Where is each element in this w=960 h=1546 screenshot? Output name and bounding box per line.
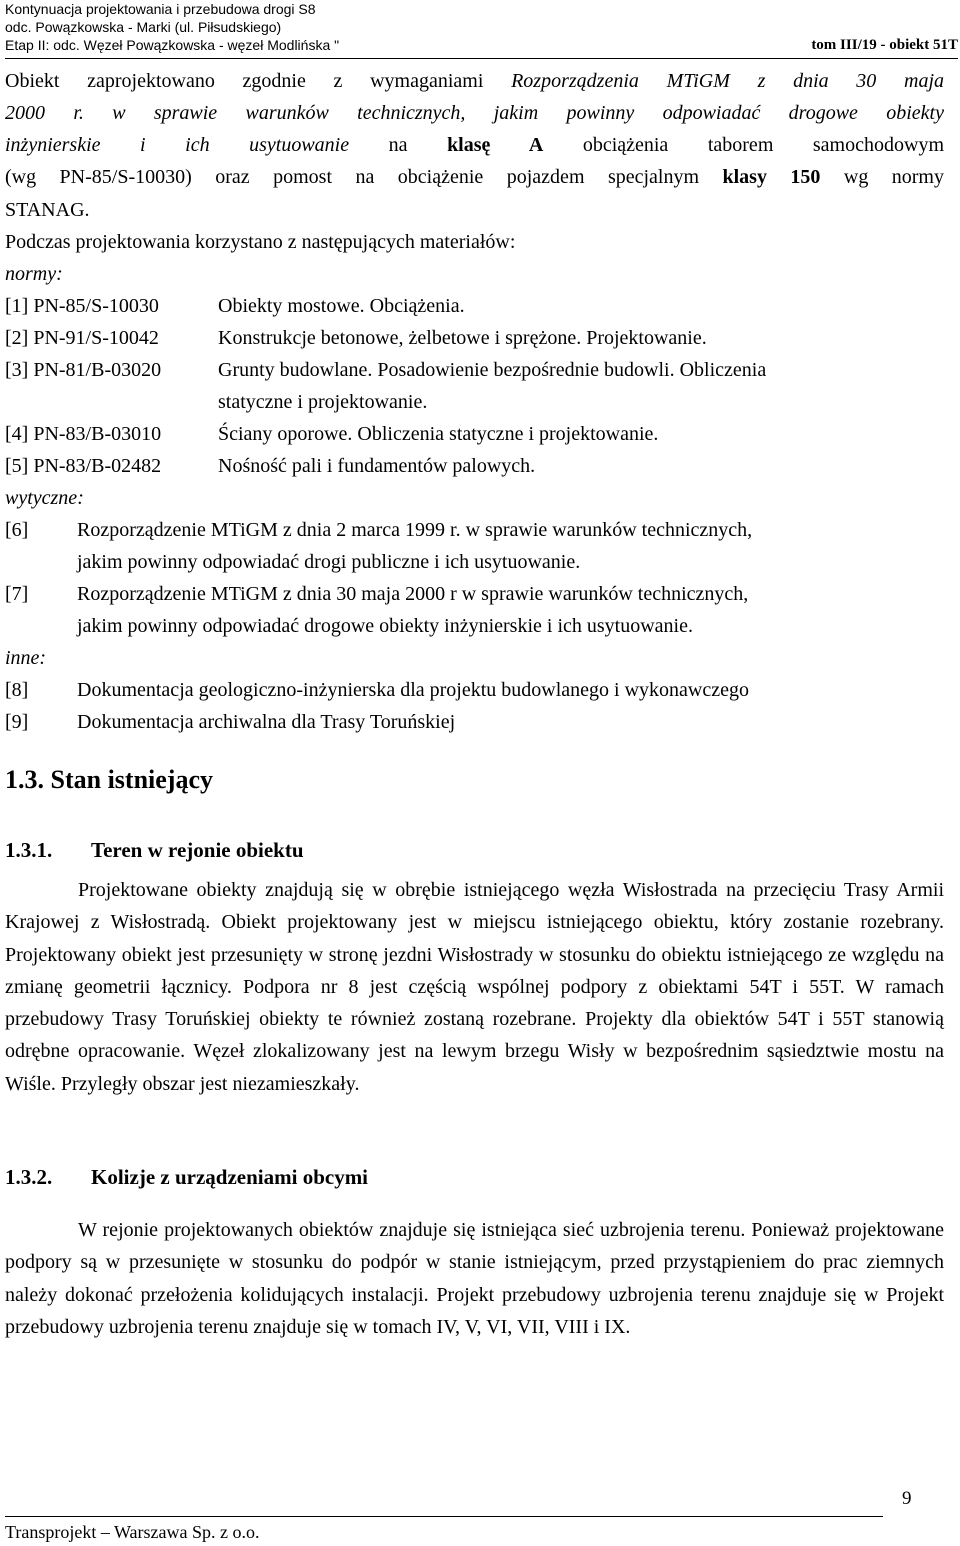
- intro-text: Obiekt zaprojektowano zgodnie z wymaganiami: [5, 70, 512, 92]
- section-number: 1.3.2.: [5, 1165, 53, 1189]
- header-line-3: Etap II: odc. Węzeł Powązkowska - węzeł Modlińska ": [5, 37, 340, 53]
- footer-company: Transprojekt – Warszawa Sp. z o.o.: [5, 1522, 260, 1542]
- norm-title: Obiekty mostowe. Obciążenia.: [218, 295, 465, 317]
- materials-intro: Podczas projektowania korzystano z następujących materiałów:: [5, 231, 516, 253]
- intro-class-150: klasy 150: [722, 166, 821, 188]
- guidelines-label: wytyczne:: [5, 487, 84, 509]
- other-title: Dokumentacja geologiczno-inżynierska dla projektu budowlanego i wykonawczego: [77, 679, 750, 701]
- norm-number: [1] PN-85/S-10030: [5, 295, 159, 317]
- header-volume: tom III/19 - obiekt 51T: [811, 37, 958, 53]
- other-number: [8]: [5, 679, 29, 701]
- section-1-3-2-body: W rejonie projektowanych obiektów znajduje się istniejąca sieć uzbrojenia terenu. Ponieważ projektowane podpory są w przesunięte w stosunku do podpór w stanie istniejącym, przed przystąpieniem do prac ziemnych należy dokonać przełożenia kolidujących instalacji. Projekt przebudowy uzbrojenia terenu znajduje się w Projekt przebudowy uzbrojenia terenu znajduje się w tomach IV, V, VI, VII, VIII i IX.: [5, 1219, 944, 1338]
- guideline-number: [6]: [5, 519, 29, 541]
- intro-line-3: [5, 131, 944, 159]
- intro-text: wg normy: [820, 166, 944, 188]
- guideline-title: jakim powinny odpowiadać drogowe obiekty inżynierskie i ich usytuowanie.: [77, 615, 693, 637]
- guideline-title: jakim powinny odpowiadać drogi publiczne i ich usytuowanie.: [77, 551, 581, 573]
- intro-regulation-end: inżynierskie i ich usytuowanie: [5, 134, 350, 156]
- section-title: Teren w rejonie obiektu: [91, 838, 304, 862]
- norm-title: Nośność pali i fundamentów palowych.: [218, 455, 536, 477]
- intro-line-5: STANAG.: [5, 199, 90, 221]
- section-title: Kolizje z urządzeniami obcymi: [91, 1165, 369, 1189]
- intro-line-1: [5, 67, 944, 95]
- norm-title: Grunty budowlane. Posadowienie bezpośrednie budowli. Obliczenia: [218, 359, 767, 381]
- norm-number: [2] PN-91/S-10042: [5, 327, 159, 349]
- other-label: inne:: [5, 647, 47, 669]
- norm-number: [3] PN-81/B-03020: [5, 359, 162, 381]
- guideline-title: Rozporządzenie MTiGM z dnia 2 marca 1999 r. w sprawie warunków technicznych,: [77, 519, 753, 541]
- footer-divider: [5, 1516, 883, 1517]
- section-title: Stan istniejący: [50, 765, 213, 794]
- section-number: 1.3.1.: [5, 838, 53, 862]
- intro-regulation: Rozporządzenia MTiGM z dnia 30 maja: [511, 70, 944, 92]
- guideline-number: [7]: [5, 583, 29, 605]
- guideline-title: Rozporządzenie MTiGM z dnia 30 maja 2000 r w sprawie warunków technicznych,: [77, 583, 749, 605]
- norm-title: statyczne i projektowanie.: [218, 391, 428, 413]
- other-title: Dokumentacja archiwalna dla Trasy Toruńskiej: [77, 711, 456, 733]
- intro-text: obciążenia taborem samochodowym: [543, 134, 944, 156]
- other-number: [9]: [5, 711, 29, 733]
- norm-number: [4] PN-83/B-03010: [5, 423, 162, 445]
- header-project-info: [5, 0, 339, 54]
- intro-line-2: 2000 r. w sprawie warunków technicznych, jakim powinny odpowiadać drogowe obiekty: [5, 102, 944, 124]
- header-divider: [5, 58, 958, 59]
- header-line-2: odc. Powązkowska - Marki (ul. Piłsudskiego): [5, 19, 282, 35]
- norm-number: [5] PN-83/B-02482: [5, 455, 162, 477]
- section-number: 1.3.: [5, 765, 44, 794]
- norm-title: Ściany oporowe. Obliczenia statyczne i projektowanie.: [218, 423, 659, 445]
- intro-text: na: [349, 134, 448, 156]
- intro-text: (wg PN-85/S-10030) oraz pomost na obciążenie pojazdem specjalnym: [5, 166, 723, 188]
- section-1-3-1-body: Projektowane obiekty znajdują się w obrębie istniejącego węzła Wisłostrada na przecięciu Trasy Armii Krajowej z Wisłostradą. Obiekt projektowany jest w miejscu istniejącego obiektu, który zostanie rozebrany. Projektowany obiekt jest przesunięty w stronę jezdni Wisłostrady w stosunku do obiektu istniejącego ze względu na zmianę geometrii łącznicy. Podpora nr 8 jest częścią wspólnej podpory z obiektami 54T i 55T. W ramach przebudowy Trasy Toruńskiej obiekty te również zostaną rozebrane. Projekty dla obiektów 54T i 55T stanowią odrębne opracowanie. Węzeł zlokalizowany jest na lewym brzegu Wisły w bezpośrednim sąsiedztwie mostu na Wiśle. Przyległy obszar jest niezamieszkały.: [5, 879, 944, 1095]
- header-line-1: Kontynuacja projektowania i przebudowa drogi S8: [5, 1, 316, 17]
- intro-class-a: klasę A: [447, 134, 544, 156]
- section-heading-1-3: [5, 764, 944, 796]
- page-number: 9: [902, 1488, 912, 1509]
- intro-line-4: [5, 163, 944, 191]
- norms-label: normy:: [5, 263, 63, 285]
- norm-title: Konstrukcje betonowe, żelbetowe i sprężone. Projektowanie.: [218, 327, 707, 349]
